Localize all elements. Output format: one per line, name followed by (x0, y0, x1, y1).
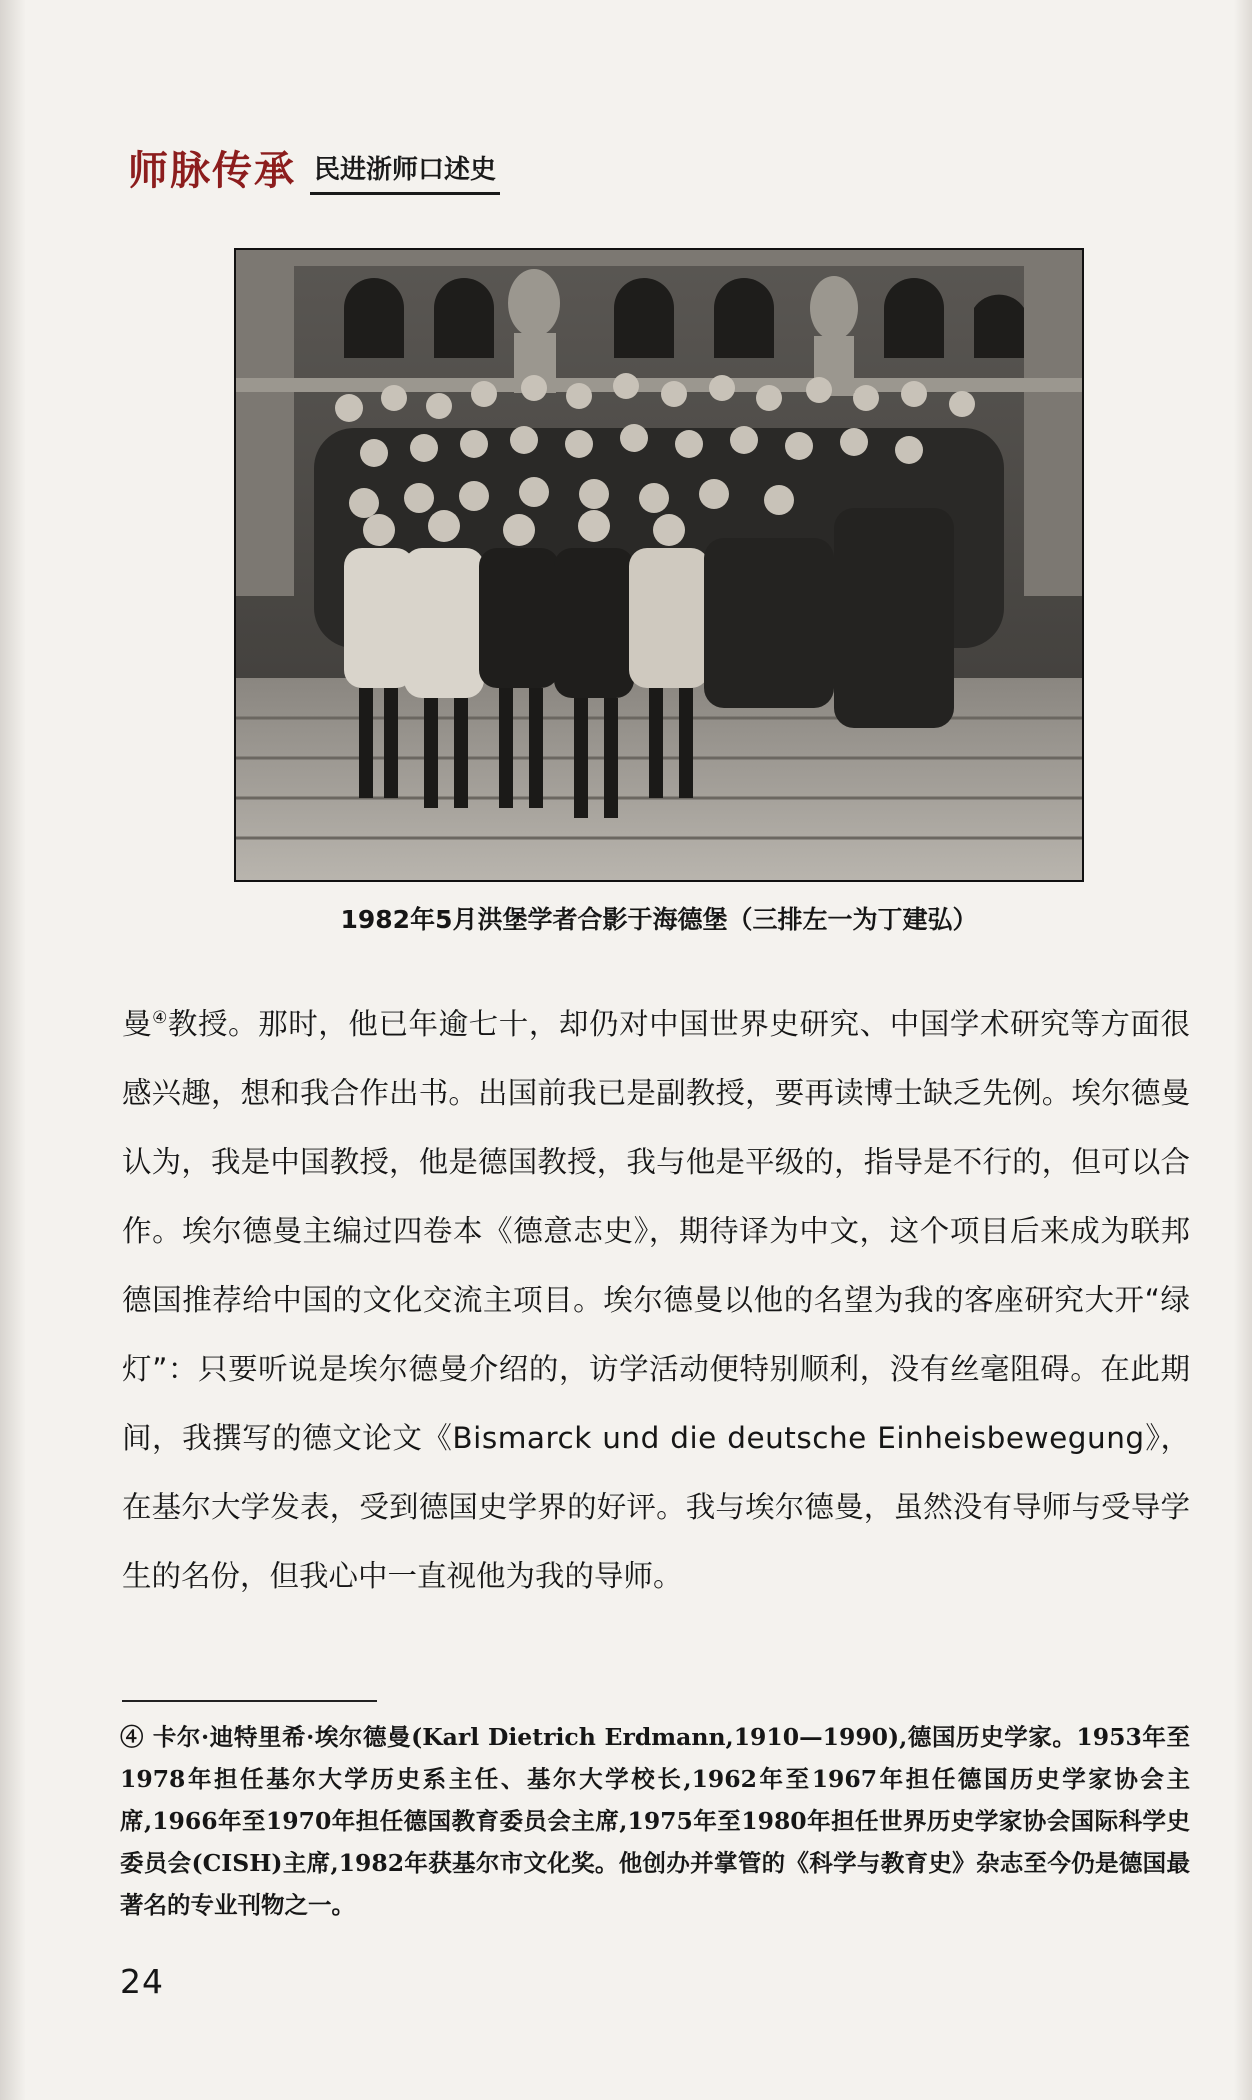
paper-title: Bismarck und die deutsche Einheisbewegung (452, 1421, 1145, 1455)
footnote-text: 卡尔·迪特里希·埃尔德曼(Karl Dietrich Erdmann,1910—1990),德国历史学家。1953年至1978年担任基尔大学历史系主任、基尔大学校长,1962年至1967年担任德国历史学家协会主席,1966年至1970年担任德国教育委员会主席,1975年至1980年担任世界历史学家协会国际科学史委员会(CISH)主席,1982年获基尔市文化奖。他创办并掌管的《科学与教育史》杂志至今仍是德国最著名的专业刊物之一。 (120, 1723, 1190, 1919)
photo-caption: 1982年5月洪堡学者合影于海德堡（三排左一为丁建弘） (340, 905, 978, 934)
paragraph-text-1: 教授。那时，他已年逾七十，却仍对中国世界史研究、中国学术研究等方面很感兴趣，想和我合作出书。出国前我已是副教授，要再读博士缺乏先例。埃尔德曼认为，我是中国教授，他是德国教授，我与他是平级的，指导是不行的，但可以合作。埃尔德曼主编过四卷本《德意志史》，期待译为中文，这个项目后来成为联邦德国推荐给中国的文化交流主项目。埃尔德曼以他的名望为我的客座研究大开“绿灯”：只要听说是埃尔德曼介绍的，访学活动便特别顺利，没有丝毫阻碍。在此期间，我撰写的德文论文《 (122, 1007, 1190, 1455)
footnote-marker: ④ (120, 1723, 145, 1751)
book-title: 民进浙师口述史 (310, 152, 500, 195)
running-head (128, 135, 500, 195)
page-edge-shadow (1234, 0, 1252, 2100)
paragraph-text-2: 》，在基尔大学发表，受到德国史学界的好评。我与埃尔德曼，虽然没有导师与受导学生的名份，但我心中一直视他为我的导师。 (122, 1421, 1190, 1593)
footnote (120, 1716, 1190, 1926)
page-number: 24 (120, 1962, 164, 2001)
paragraph-start: 曼 (122, 1007, 153, 1041)
series-title: 师脉传承 (128, 147, 296, 194)
footnote-divider (122, 1700, 377, 1702)
body-paragraph (122, 990, 1190, 1611)
group-photo (234, 248, 1084, 882)
footnote-reference: ④ (152, 1008, 168, 1029)
page-gutter-shadow (0, 0, 26, 2100)
